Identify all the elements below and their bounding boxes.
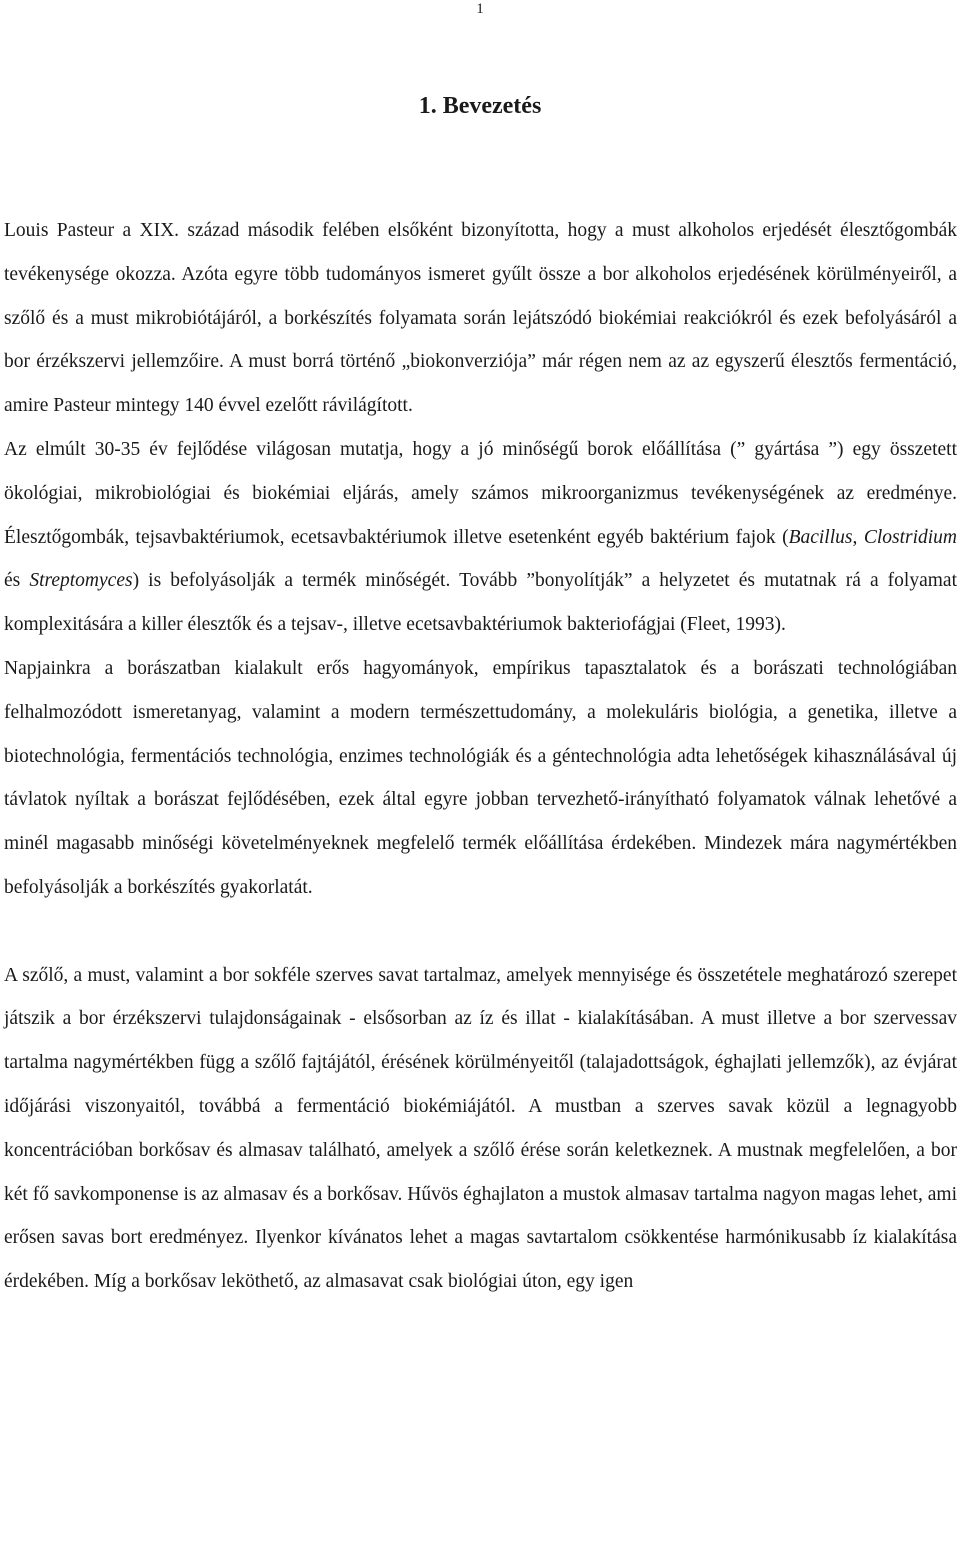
genus-streptomyces: Streptomyces <box>29 570 133 592</box>
genus-bacillus: Bacillus <box>788 526 853 548</box>
document-body <box>4 209 957 1304</box>
genus-clostridium: Clostridium <box>863 526 957 548</box>
paragraph-2 <box>4 428 957 647</box>
paragraph-3: Napjainkra a borászatban kialakult erős hagyományok, empírikus tapasztalatok és a borászati technológiában felhalmozódott ismeretanyag, valamint a modern természettudomány, a molekuláris biológia, a genetika, illetve a biotechnológia, fermentációs technológia, enzimes technológiák és a géntechnológia adta lehetőségek kihasználásával új távlatok nyíltak a borászat fejlődésében, ezek által egyre jobban tervezhető-irányítható folyamatok válnak lehetővé a minél magasabb minőségi követelményeknek megfelelő termék előállítása érdekében. Mindezek mára nagymértékben befolyásolják a borkészítés gyakorlatát. <box>4 657 957 898</box>
separator-1: , <box>852 526 864 548</box>
separator-2: és <box>4 570 30 592</box>
page-number: 1 <box>476 1 484 17</box>
page-title: 1. Bevezetés <box>418 93 542 119</box>
paragraph-1: Louis Pasteur a XIX. század második felében elsőként bizonyította, hogy a must alkoholos erjedését élesztőgombák tevékenysége okozza. Azóta egyre több tudományos ismeret gyűlt össze a bor alkoholos erjedésének körülményeiről, a szőlő és a must mikrobiótájáról, a borkészítés folyamata során lejátszódó biokémiai reakciókról és ezek befolyásáról a bor érzékszervi jellemzőire. A must borrá történő „biokonverziója” már régen nem az az egyszerű élesztős fermentáció, amire Pasteur mintegy 140 évvel ezelőtt rávilágított. <box>4 220 957 417</box>
paragraph-4: A szőlő, a must, valamint a bor sokféle szerves savat tartalmaz, amelyek mennyisége és összetétele meghatározó szerepet játszik a bor érzékszervi tulajdonságainak - elsősorban az íz és illat - kialakításában. A must illetve a bor szervessav tartalma nagymértékben függ a szőlő fajtájától, érésének körülményeitől (talajadottságok, éghajlati jellemzők), az évjárat időjárási viszonyaitól, továbbá a fermentáció biokémiájától. A mustban a szerves savak közül a legnagyobb koncentrációban borkősav és almasav található, amelyek a szőlő érése során keletkeznek. A mustnak megfelelően, a bor két fő savkomponense is az almasav és a borkősav. Hűvös éghajlaton a mustok almasav tartalma nagyon magas lehet, ami erősen savas bort eredményez. Ilyenkor kívánatos lehet a magas savtartalom csökkentése harmónikusabb íz kialakítása érdekében. Míg a borkősav leköthető, az almasavat csak biológiai úton, egy igen <box>4 964 957 1293</box>
paragraph-2-text-after: ) is befolyásolják a termék minőségét. Tovább ”bonyolítják” a helyzetet és mutatnak rá a folyamat komplexitására a killer élesztők és a tejsav-, illetve ecetsavbaktériumok bakteriofágjai (Fleet, 1993). <box>4 570 957 636</box>
paragraph-2-text-before: Az elmúlt 30-35 év fejlődése világosan mutatja, hogy a jó minőségű borok előállítása (” gyártása ”) egy összetett ökológiai, mikrobiológiai és biokémiai eljárás, amely számos mikroorganizmus tevékenységének az eredménye. Élesztőgombák, tejsavbaktériumok, ecetsavbaktériumok illetve esetenként egyéb baktérium fajok ( <box>4 438 957 548</box>
